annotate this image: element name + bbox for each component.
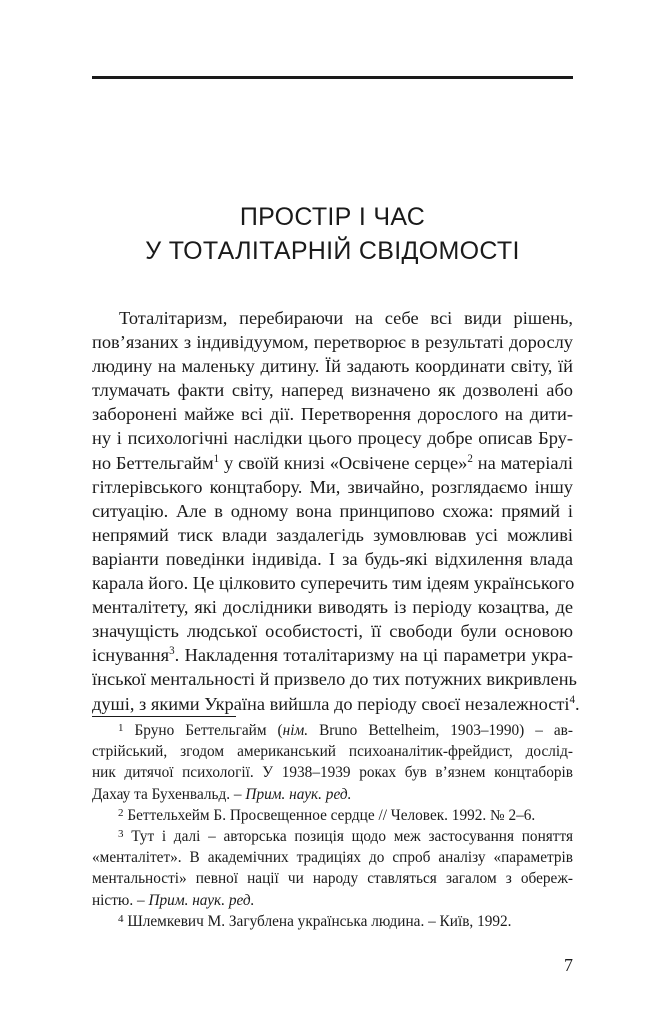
body-text-segment: но Беттельгайм	[92, 452, 214, 473]
body-text-segment: на матеріалі	[477, 452, 573, 473]
footnote-text-italic: Прим. наук. ред.	[245, 785, 352, 803]
body-line: душі, з якими Україна вийшла до періоду своєї незалежності$^4$.	[92, 693, 580, 714]
footnote-ref-2[interactable]: 2	[467, 452, 473, 465]
body-paragraph	[92, 306, 580, 716]
chapter-title-line-1: ПРОСТІР І ЧАС	[239, 203, 426, 231]
body-line: заборонені майже всі дії. Перетворення дорослого на дити-	[92, 404, 573, 425]
body-line: менталітету, які дослідники виводять із періоду козацтва, де	[92, 597, 573, 618]
body-line: пов’язаних з індивідуумом, перетворює в результаті дорослу	[92, 332, 573, 353]
footnote-separator	[92, 716, 236, 717]
footnote-3	[92, 826, 573, 847]
footnote-text: Бруно Беттельгайм (	[134, 722, 283, 739]
body-line: непрямий тиск влади заздалегідь зумовлював усі можливі	[92, 524, 573, 545]
footnotes	[92, 720, 573, 932]
body-line: людину на маленьку дитину. Їй задають координати світу, їй	[92, 356, 573, 377]
chapter-title-line-2: У ТОТАЛІТАРНІЙ СВІДОМОСТІ	[145, 237, 520, 265]
footnote-line: стрійський, згодом американський психоаналітик-фрейдист, дослід-	[92, 743, 573, 761]
footnote-text-italic: нім.	[282, 722, 309, 739]
page-number: 7	[564, 955, 573, 975]
footnote-text: Тут і далі – авторська позиція щодо меж застосування поняття	[131, 828, 573, 846]
footnote-ref-4[interactable]: 4	[569, 693, 576, 706]
footnote-line: ментальності» певної нації чи народу ставляться загалом з обереж-	[92, 870, 573, 888]
body-text-segment: . Накладення тоталітаризму на ці параметри укра-	[174, 645, 573, 666]
body-line: їнської ментальності й призвело до тих потужних викривлень	[92, 669, 577, 690]
top-rule	[92, 76, 573, 79]
body-line: Тоталітаризм, перебираючи на себе всі види рішень,	[119, 308, 573, 328]
body-text-segment: душі, з якими Україна вийшла до періоду своєї незалежності	[92, 693, 570, 714]
footnote-ref-3[interactable]: 3	[169, 645, 175, 658]
body-text-segment: існування	[92, 645, 170, 666]
footnote-line	[92, 784, 573, 805]
body-line: значущість людської особистості, її свободи були основою	[92, 621, 573, 642]
body-line: варіанти поведінки індивіда. І за будь-які відхилення влада	[92, 548, 573, 569]
footnote-2	[92, 805, 573, 826]
footnote-text: Шлемкевич М. Загублена українська людина. – Київ, 1992.	[127, 912, 512, 930]
body-line	[92, 451, 573, 475]
footnote-text: Беттельхейм Б. Просвещенное сердце // Человек. 1992. № 2–6.	[127, 806, 536, 824]
body-line: гітлерівського концтабору. Ми, звичайно, розглядаємо іншу	[92, 476, 573, 497]
body-line	[92, 643, 573, 667]
footnote-text-italic: Прим. наук. ред.	[148, 891, 255, 909]
footnote-number: 4	[118, 912, 124, 925]
body-line: ну і психологічні наслідки цього процесу добре описав Бру-	[92, 428, 573, 449]
footnote-line: ник дитячої психології. У 1938–1939 роках був в’язнем концтаборів	[92, 764, 573, 782]
footnote-4	[92, 911, 573, 932]
body-line: тлумачать факти світу, наперед визначено як дозволені або	[92, 380, 573, 401]
footnote-number: 1	[118, 722, 124, 734]
body-line: ситуацію. Але в одному вона принципово схожа: прямий і	[92, 500, 573, 521]
footnote-number: 2	[118, 806, 124, 819]
footnote-line: «менталітет». В академічних традиціях до спроб аналізу «параметрів	[92, 849, 573, 867]
footnote-number: 3	[118, 828, 124, 841]
footnote-line	[92, 890, 573, 911]
footnote-ref-1[interactable]: 1	[213, 452, 220, 465]
footnote-text: Дахау та Бухенвальд. –	[92, 785, 246, 803]
body-text-segment: у своїй книзі «Освічене серце»	[224, 452, 468, 473]
footnote-1	[92, 720, 573, 741]
footnote-text: Bruno Bettelheim, 1903–1990) – ав-	[319, 722, 573, 739]
footnote-text: ністю. –	[92, 891, 149, 909]
body-line: карала його. Це цілковито суперечить тим ідеям українського	[92, 573, 575, 594]
chapter-title	[92, 200, 573, 268]
